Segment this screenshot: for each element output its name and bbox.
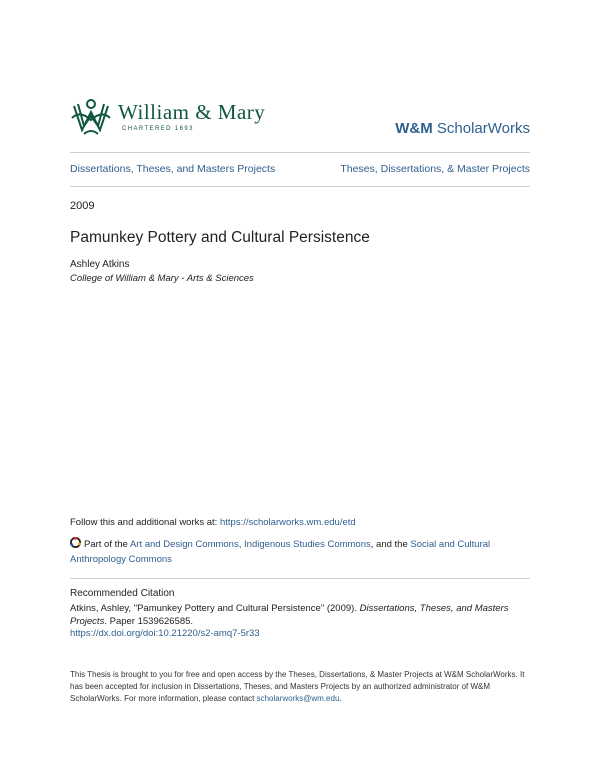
follow-line bbox=[70, 517, 356, 528]
separator: , and the bbox=[370, 539, 411, 550]
social-cultural-anthropology-commons-link[interactable]: Social and Cultural Anthropology Commons bbox=[70, 539, 491, 565]
art-design-commons-link[interactable]: Art and Design Commons bbox=[129, 539, 239, 550]
institution: College of William & Mary - Arts & Sciences bbox=[70, 273, 254, 284]
cypher-icon bbox=[70, 96, 112, 138]
citation-plain: Atkins, Ashley, "Pamunkey Pottery and Cultural Persistence" (2009). bbox=[70, 603, 360, 614]
breadcrumb-collection[interactable]: Dissertations, Theses, and Masters Projects bbox=[70, 163, 276, 175]
indigenous-studies-commons-link[interactable]: Indigenous Studies Commons bbox=[244, 539, 371, 550]
access-end: . bbox=[339, 694, 342, 703]
doi-link[interactable]: https://dx.doi.org/doi:10.21220/s2-amq7-5r33 bbox=[70, 628, 260, 639]
citation-journal: Dissertations, Theses, and Masters Projects bbox=[70, 603, 509, 627]
citation-text bbox=[70, 603, 530, 641]
divider bbox=[70, 578, 530, 579]
william-mary-logo bbox=[70, 96, 290, 142]
paper-title: Pamunkey Pottery and Cultural Persistence bbox=[70, 229, 370, 246]
publication-year: 2009 bbox=[70, 200, 95, 212]
site-name-rest: ScholarWorks bbox=[432, 120, 530, 137]
part-of-prefix: Part of the bbox=[84, 539, 130, 550]
access-text: This Thesis is brought to you for free and open access by the Theses, Dissertations, & Master Projects at W&M ScholarWorks. It has been accepted for inclusion in Dissertations, Theses, and Masters Projects by an authorized administrator of W&M ScholarWorks. For more information, please contact bbox=[70, 670, 525, 703]
repository-link[interactable]: https://scholarworks.wm.edu/etd bbox=[219, 517, 356, 528]
citation-tail: . Paper 1539626585. bbox=[104, 615, 194, 627]
divider bbox=[70, 186, 530, 187]
contact-email-link[interactable]: scholarworks@wm.edu bbox=[256, 694, 340, 703]
logo-wordmark: William & Mary bbox=[118, 100, 266, 124]
separator: , bbox=[238, 539, 245, 550]
access-statement bbox=[70, 669, 530, 705]
author-name: Ashley Atkins bbox=[70, 259, 130, 270]
scholarworks-link[interactable] bbox=[395, 120, 530, 137]
site-name-bold: W&M bbox=[395, 120, 433, 137]
network-commons-icon bbox=[70, 537, 81, 548]
part-of-commons bbox=[70, 537, 530, 567]
breadcrumb-parent[interactable]: Theses, Dissertations, & Master Projects bbox=[340, 163, 530, 175]
recommended-citation-heading: Recommended Citation bbox=[70, 588, 175, 599]
logo-chartered: CHARTERED 1693 bbox=[122, 126, 194, 132]
divider bbox=[70, 152, 530, 153]
follow-text: Follow this and additional works at: bbox=[70, 517, 220, 528]
